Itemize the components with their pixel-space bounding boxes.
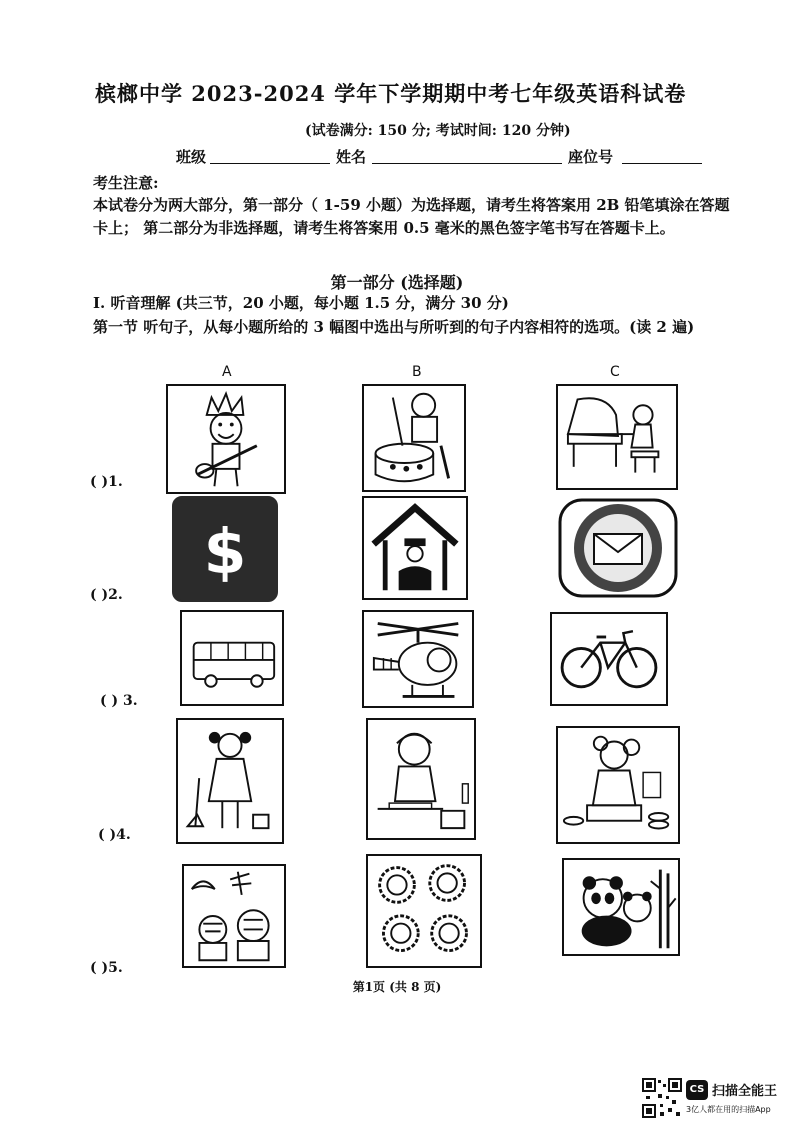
question-3-label: ( ) 3. — [100, 693, 138, 709]
part-one-title: 第一部分 (选择题) — [330, 273, 464, 292]
seat-label: 座位号 — [568, 148, 614, 166]
exam-subtitle: (试卷满分: 150 分; 考试时间: 120 分钟) — [305, 123, 571, 139]
name-blank[interactable] — [372, 163, 562, 164]
scanner-tagline: 3亿人都在用的扫描App — [686, 1105, 771, 1114]
option-1b-picture[interactable] — [362, 384, 466, 492]
dollar-icon — [174, 498, 276, 600]
scanner-watermark — [642, 1078, 792, 1122]
police-station-icon — [364, 498, 466, 598]
notice-body: 本试卷分为两大部分，第一部分（ 1-59 小题）为选择题，请考生将答案用 2B 铅笔填涂在答题卡上； 第二部分为非选择题，请考生将答案用 0.5 毫米的黑色签字笔书写在答题卡上。 — [93, 196, 730, 237]
pandas-icon — [564, 860, 678, 954]
cs-logo-icon: CS — [686, 1080, 708, 1100]
girl-sweeping-icon — [178, 720, 282, 842]
piano-player-icon — [558, 386, 676, 488]
section-instruction: 第一节 听句子，从每小题所给的 3 幅图中选出与所听到的句子内容相符的选项。(读 2 遍) — [93, 318, 695, 336]
option-2a-picture[interactable] — [172, 496, 278, 602]
seat-blank[interactable] — [622, 163, 702, 164]
question-4-label: ( )4. — [98, 827, 131, 843]
name-label: 姓名 — [336, 148, 367, 166]
column-label-c: C — [610, 364, 620, 380]
page-number: 第1页 (共 8 页) — [352, 980, 442, 994]
class-blank[interactable] — [210, 163, 330, 164]
qr-code-icon — [642, 1078, 682, 1118]
option-2b-picture[interactable] — [362, 496, 468, 600]
woman-cooking-icon — [368, 720, 474, 838]
student-info-fields — [176, 146, 736, 168]
svg-text:$: $ — [203, 516, 247, 589]
column-label-a: A — [222, 364, 232, 380]
tigers-icon — [184, 866, 284, 966]
class-label: 班级 — [176, 148, 207, 166]
option-3c-picture[interactable] — [550, 612, 668, 706]
option-3b-picture[interactable] — [362, 610, 474, 708]
option-1c-picture[interactable] — [556, 384, 678, 490]
option-1a-picture[interactable] — [166, 384, 286, 494]
notice-heading: 考生注意: — [93, 174, 159, 192]
drummer-icon — [364, 386, 464, 490]
option-5a-picture[interactable] — [182, 864, 286, 968]
helicopter-icon — [364, 612, 472, 706]
option-4a-picture[interactable] — [176, 718, 284, 844]
option-4c-picture[interactable] — [556, 726, 680, 844]
option-4b-picture[interactable] — [366, 718, 476, 840]
bicycle-icon — [552, 614, 666, 704]
question-1-label: ( )1. — [90, 474, 123, 490]
exam-title: 槟榔中学 2023-2024 学年下学期期中考七年级英语科试卷 — [95, 81, 687, 106]
envelope-icon — [556, 496, 680, 600]
option-3a-picture[interactable] — [180, 610, 284, 706]
lions-icon — [368, 856, 480, 966]
option-2c-picture[interactable] — [556, 496, 680, 600]
section-title: I. 听音理解 (共三节，20 小题，每小题 1.5 分，满分 30 分) — [93, 294, 509, 312]
column-label-b: B — [412, 364, 422, 380]
question-5-label: ( )5. — [90, 960, 123, 976]
woman-washing-dishes-icon — [558, 728, 678, 842]
option-5c-picture[interactable] — [562, 858, 680, 956]
boy-guitar-icon — [168, 386, 284, 492]
scanner-app-name: 扫描全能王 — [712, 1084, 778, 1099]
question-2-label: ( )2. — [90, 587, 123, 603]
option-5b-picture[interactable] — [366, 854, 482, 968]
bus-icon — [182, 612, 282, 704]
